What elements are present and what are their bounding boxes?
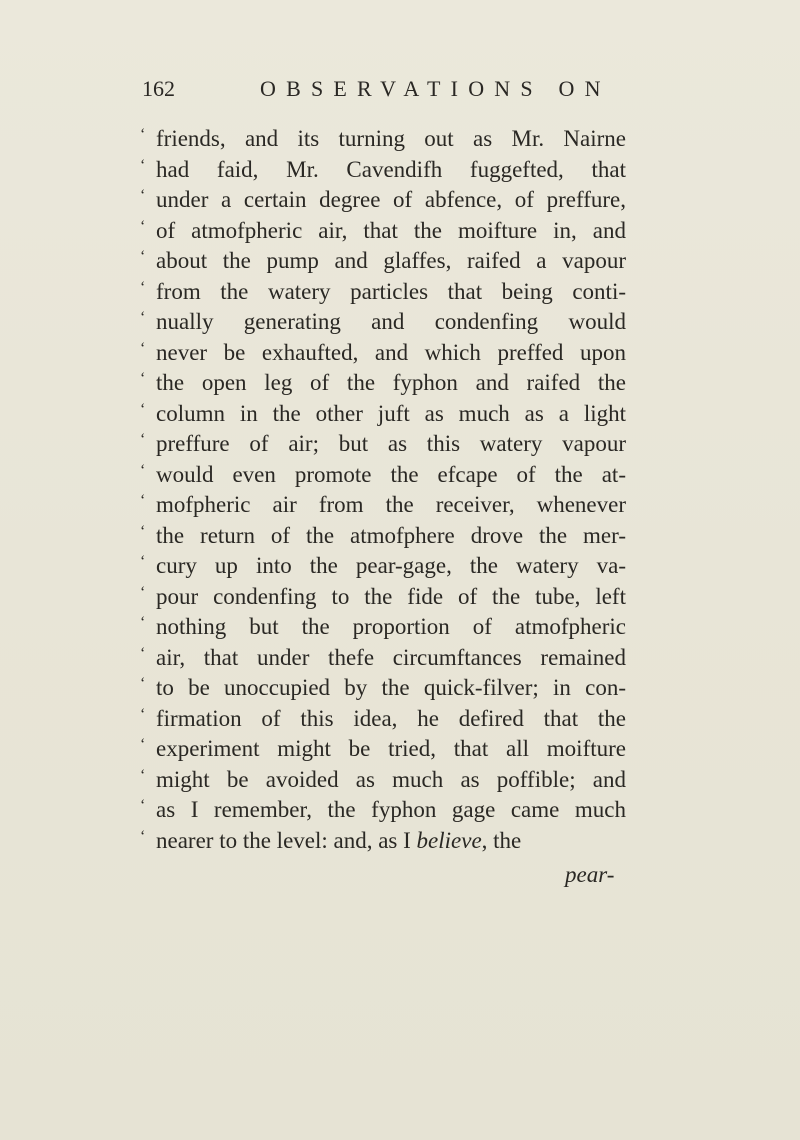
line-text: of atmofpheric air, that the moifture in, and [156,217,626,243]
text-line [140,307,630,338]
quote-mark: ‘ [140,492,146,509]
line-text: air, that under thefe circumftances remained [156,644,626,670]
line-text: never be exhaufted, and which preffed upon [156,339,626,365]
line-text: from the watery particles that being conti- [156,278,626,304]
quote-mark: ‘ [140,736,146,753]
body-text [140,124,630,856]
quote-mark: ‘ [140,644,146,662]
line-text: friends, and its turning out as Mr. Nairne [156,126,626,151]
line-text: nearer to the level: and, as I believe, the [156,827,522,853]
quote-mark: ‘ [140,156,146,174]
quote-mark: ‘ [140,370,146,387]
quote-mark: ‘ [140,675,146,692]
text-line [140,216,630,247]
text-line [140,826,630,857]
running-head: OBSERVATIONS ON [260,76,611,101]
text-line [140,612,630,643]
text-line [140,246,630,277]
quote-mark: ‘ [140,126,146,143]
line-text: under a certain degree of abfence, of preffure, [156,187,626,212]
catchword: pear- [565,862,615,887]
text-line [140,582,630,613]
quote-mark: ‘ [140,705,146,723]
line-text: pour condenfing to the fide of the tube, left [156,583,626,609]
quote-mark: ‘ [140,461,146,479]
line-text: would even promote the efcape of the at- [156,461,626,487]
page-header [142,76,632,106]
quote-mark: ‘ [140,431,146,448]
text-line [140,399,630,430]
line-text: to be unoccupied by the quick-filver; in con- [156,675,626,700]
text-line [140,185,630,216]
text-line [140,521,630,552]
quote-mark: ‘ [140,248,146,265]
text-line [140,673,630,704]
line-text: about the pump and glaffes, raifed a vapour [156,248,626,273]
quote-mark: ‘ [140,400,146,418]
quote-mark: ‘ [140,553,146,570]
line-text: might be avoided as much as poffible; and [156,766,626,792]
quote-mark: ‘ [140,187,146,204]
quote-mark: ‘ [140,309,146,326]
text-line [140,490,630,521]
quote-mark: ‘ [140,766,146,784]
quote-mark: ‘ [140,217,146,235]
text-line [140,704,630,735]
line-text: nothing but the proportion of atmofpheric [156,614,626,639]
text-line [140,124,630,155]
line-text: mofpheric air from the receiver, whenever [156,492,626,517]
quote-mark: ‘ [140,614,146,631]
text-line [140,734,630,765]
quote-mark: ‘ [140,827,146,845]
quote-mark: ‘ [140,278,146,296]
line-text: the return of the atmofphere drove the mer- [156,522,626,548]
line-text: cury up into the pear-gage, the watery va- [156,553,626,578]
quote-mark: ‘ [140,797,146,814]
text-line [140,155,630,186]
line-text: column in the other juft as much as a light [156,400,626,426]
line-text: had faid, Mr. Cavendifh fuggefted, that [156,156,626,182]
quote-mark: ‘ [140,583,146,601]
text-line [140,277,630,308]
page-number: 162 [142,76,175,101]
line-text: nually generating and condenfing would [156,309,626,334]
text-line [140,338,630,369]
text-line [140,368,630,399]
line-text: as I remember, the fyphon gage came much [156,797,626,822]
text-line [140,460,630,491]
text-line [140,551,630,582]
text-line [140,765,630,796]
line-text: the open leg of the fyphon and raifed the [156,370,626,395]
text-line [140,795,630,826]
text-line [140,429,630,460]
quote-mark: ‘ [140,339,146,357]
line-text: preffure of air; but as this watery vapour [156,431,626,456]
line-text: firmation of this idea, he defired that the [156,705,626,731]
quote-mark: ‘ [140,522,146,540]
text-line [140,643,630,674]
line-text: experiment might be tried, that all moifture [156,736,626,761]
